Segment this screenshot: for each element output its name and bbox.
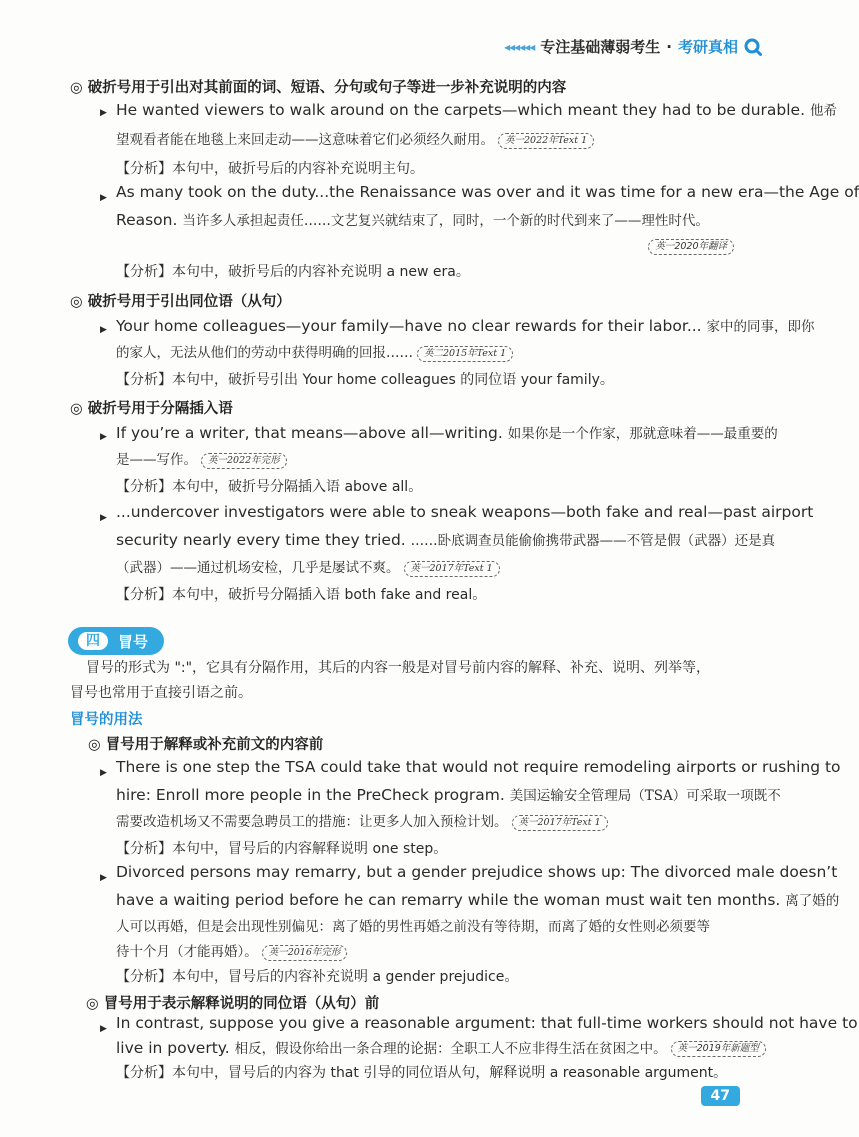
example-line: Divorced persons may remarry, but a gender prejudice shows up: The divorced male doesn’t	[116, 863, 838, 881]
section-title-dash-appositive: ◎ 破折号用于引出同位语（从句）	[70, 294, 291, 310]
section-label: 冒号	[118, 632, 149, 651]
example-line: ...undercover investigators were able to sneak weapons—both fake and real—past airport	[116, 503, 814, 521]
section-title-colon-appositive: ◎ 冒号用于表示解释说明的同位语（从句）前	[86, 996, 380, 1012]
analysis-text: 【分析】本句中，破折号分隔插入语 both fake and real。	[116, 587, 487, 603]
intro-paragraph: 冒号的形式为 ":"，它具有分隔作用，其后的内容一般是对冒号前内容的解释、补充、说明、列举等，	[86, 660, 711, 676]
page-number: 47	[701, 1086, 740, 1106]
section-tag-colon	[68, 627, 164, 655]
intro-paragraph: 冒号也常用于直接引语之前。	[70, 685, 252, 701]
header-accent-text: 考研真相	[677, 38, 738, 56]
analysis-text: 【分析】本句中，破折号分隔插入语 above all。	[116, 479, 423, 495]
source-tag: 英一2016年完形	[262, 945, 348, 961]
source-tag: 英一2020年翻译	[648, 239, 734, 255]
example-line: As many took on the duty...the Renaissance was over and it was time for a new era—the Age of	[116, 183, 859, 201]
analysis-text: 【分析】本句中，破折号后的内容补充说明 a new era。	[116, 264, 470, 280]
example-line: hire: Enroll more people in the PreCheck program. 美国运输安全管理局（TSA）可采取一项既不	[116, 786, 781, 804]
source-tag: 英一2017年Text 1	[512, 815, 608, 831]
example-line-cn: 的家人，无法从他们的劳动中获得明确的回报…… 英二2015年Text 1	[116, 341, 513, 362]
example-line: live in poverty. 相反，假设你给出一条合理的论据：全职工人不应非得生活在贫困之中。 英一2019年新题型	[116, 1037, 766, 1057]
section-title-dash-supplement: ◎ 破折号用于引出对其前面的词、短语、分句或句子等进一步补充说明的内容	[70, 80, 567, 96]
section-title-colon-explain: ◎ 冒号用于解释或补充前文的内容前	[88, 737, 324, 753]
example-line: There is one step the TSA could take that would not require remodeling airports or rushing to	[116, 758, 841, 776]
source-tag: 英一2022年完形	[201, 453, 287, 469]
analysis-text: 【分析】本句中，破折号后的内容补充说明主句。	[116, 161, 424, 177]
example-line: security nearly every time they tried. ……卧底调查员能偷偷携带武器——不管是假（武器）还是真	[116, 531, 776, 549]
usage-heading: 冒号的用法	[70, 712, 143, 728]
magnifier-q-icon	[744, 38, 762, 56]
bullet-marker: ▶	[100, 325, 107, 335]
example-line: Your home colleagues—your family—have no clear rewards for their labor... 家中的同事，即你	[116, 317, 815, 335]
example-line: In contrast, suppose you give a reasonable argument: that full-time workers should not have to	[116, 1014, 858, 1032]
bullet-marker: ▶	[100, 193, 107, 203]
analysis-text: 【分析】本句中，冒号后的内容补充说明 a gender prejudice。	[116, 969, 519, 985]
example-line-cn: 望观看者能在地毯上来回走动——这意味着它们必须经久耐用。 英一2022年Text 1	[116, 128, 594, 149]
example-line-cn: 需要改造机场又不需要急聘员工的措施：让更多人加入预检计划。 英一2017年Text 1	[116, 810, 608, 831]
analysis-text: 【分析】本句中，破折号引出 Your home colleagues 的同位语 your family。	[116, 372, 614, 388]
analysis-text: 【分析】本句中，冒号后的内容解释说明 one step。	[116, 841, 448, 857]
header-left-text: 专注基础薄弱考生	[540, 38, 661, 56]
example-line-cn: （武器）——通过机场安检，几乎是屡试不爽。 英一2017年Text 1	[116, 556, 500, 577]
example-line-cn: 是——写作。 英一2022年完形	[116, 448, 287, 469]
analysis-text: 【分析】本句中，冒号后的内容为 that 引导的同位语从句，解释说明 a reasonable argument。	[116, 1065, 728, 1081]
example-line: He wanted viewers to walk around on the carpets—which meant they had to be durable. 他希	[116, 101, 837, 119]
bullet-marker: ▶	[100, 513, 107, 523]
page-header	[504, 36, 762, 57]
example-line: have a waiting period before he can remarry while the woman must wait ten months. 离了婚的	[116, 891, 840, 909]
section-number: 四	[78, 632, 108, 650]
bullet-marker: ▶	[100, 1024, 107, 1034]
header-arrows: ◂◂◂◂◂◂	[504, 39, 535, 54]
example-line: If you’re a writer, that means—above all—writing. 如果你是一个作家，那就意味着——最重要的	[116, 424, 778, 442]
source-tag-row	[644, 236, 734, 255]
bullet-marker: ▶	[100, 873, 107, 883]
section-title-dash-parenthetical: ◎ 破折号用于分隔插入语	[70, 401, 233, 417]
source-tag: 英二2015年Text 1	[417, 346, 513, 362]
example-line: Reason. 当许多人承担起责任……文艺复兴就结束了，同时，一个新的时代到来了——理性时代。	[116, 211, 709, 229]
source-tag: 英一2017年Text 1	[404, 561, 500, 577]
example-line-cn: 人可以再婚，但是会出现性别偏见：离了婚的男性再婚之前没有等待期，而离了婚的女性则必须要等	[116, 919, 710, 935]
source-tag: 英一2019年新题型	[671, 1041, 766, 1057]
bullet-marker: ▶	[100, 768, 107, 778]
source-tag: 英一2022年Text 1	[498, 133, 594, 149]
header-separator: ·	[666, 37, 672, 56]
example-line-cn: 待十个月（才能再婚）。 英一2016年完形	[116, 940, 347, 961]
bullet-marker: ▶	[100, 432, 107, 442]
bullet-marker: ▶	[100, 108, 107, 118]
